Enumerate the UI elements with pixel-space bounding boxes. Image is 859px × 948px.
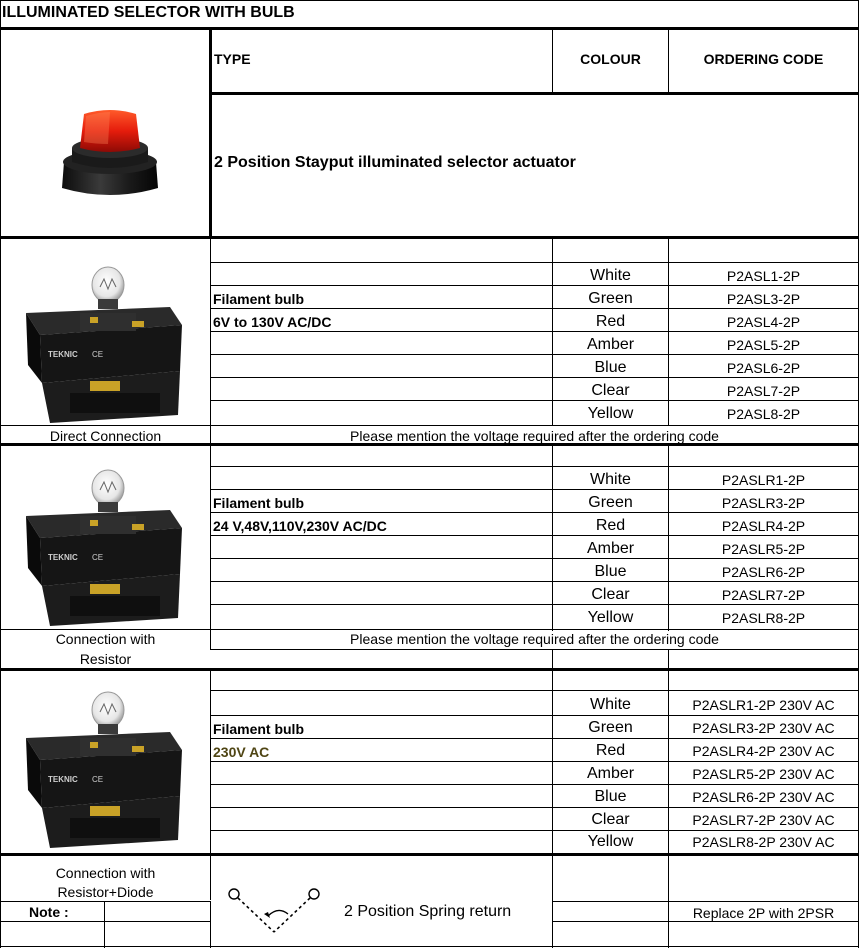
colour-cell: Clear: [591, 586, 630, 603]
module-ce-mark: CE: [92, 553, 104, 562]
block2-type-line1: Filament bulb: [213, 495, 304, 511]
spring-return-text: 2 Position Spring return: [344, 903, 512, 920]
code-cell: P2ASL5-2P: [726, 337, 801, 353]
module-brand-text: TEKNIC: [48, 350, 78, 359]
code-cell: P2ASLR4-2P 230V AC: [692, 743, 835, 759]
block2-type-line2: 24 V,48V,110V,230V AC/DC: [213, 518, 387, 534]
colour-cell: Amber: [586, 765, 635, 782]
code-cell: P2ASL3-2P: [726, 291, 801, 307]
code-cell: P2ASLR5-2P: [721, 541, 806, 557]
code-cell: P2ASL1-2P: [726, 268, 801, 284]
colour-cell: Blue: [594, 788, 627, 805]
code-cell: P2ASL6-2P: [726, 360, 801, 376]
replace-note: Replace 2P with 2PSR: [692, 905, 835, 921]
colour-cell: Green: [588, 719, 633, 736]
code-cell: P2ASLR3-2P: [721, 495, 806, 511]
block3-connection-label-line1: Connection with: [55, 865, 156, 881]
module-brand-text: TEKNIC: [48, 775, 78, 784]
block3-type-line1: Filament bulb: [213, 721, 304, 737]
bulb-contact-block-image: [20, 265, 190, 425]
code-cell: P2ASLR5-2P 230V AC: [692, 766, 835, 782]
bulb-contact-block-image: [20, 468, 190, 628]
block3-type-line2: 230V AC: [213, 744, 270, 760]
red-selector-actuator-image: [40, 100, 180, 205]
code-cell: P2ASLR7-2P 230V AC: [692, 812, 835, 828]
colour-cell: Red: [595, 742, 626, 759]
code-cell: P2ASL4-2P: [726, 314, 801, 330]
code-cell: P2ASL7-2P: [726, 383, 801, 399]
code-cell: P2ASL8-2P: [726, 406, 801, 422]
actuator-description: 2 Position Stayput illuminated selector actuator: [214, 154, 576, 171]
code-cell: P2ASLR8-2P: [721, 610, 806, 626]
header-ordering-code: ORDERING CODE: [703, 51, 824, 67]
code-cell: P2ASLR1-2P: [721, 472, 806, 488]
code-cell: P2ASLR7-2P: [721, 587, 806, 603]
code-cell: P2ASLR4-2P: [721, 518, 806, 534]
colour-cell: Clear: [591, 382, 630, 399]
colour-cell: Clear: [591, 811, 630, 828]
colour-cell: White: [590, 471, 631, 488]
block2-connection-label-line1: Connection with: [55, 631, 156, 647]
code-cell: P2ASLR6-2P: [721, 564, 806, 580]
code-cell: P2ASLR6-2P 230V AC: [692, 789, 835, 805]
colour-cell: Red: [595, 313, 626, 330]
block2-voltage-note: Please mention the voltage required after the ordering code: [350, 631, 719, 647]
block1-type-line2: 6V to 130V AC/DC: [213, 314, 332, 330]
page-title: ILLUMINATED SELECTOR WITH BULB: [2, 4, 295, 21]
module-ce-mark: CE: [92, 775, 104, 784]
colour-cell: Yellow: [587, 405, 634, 422]
module-brand-text: TEKNIC: [48, 553, 78, 562]
code-cell: P2ASLR3-2P 230V AC: [692, 720, 835, 736]
colour-cell: Blue: [594, 563, 627, 580]
colour-cell: Amber: [586, 540, 635, 557]
colour-cell: White: [590, 267, 631, 284]
colour-cell: Amber: [586, 336, 635, 353]
colour-cell: White: [590, 696, 631, 713]
block1-voltage-note: Please mention the voltage required after the ordering code: [350, 428, 719, 444]
header-colour: COLOUR: [580, 51, 641, 67]
block1-type-line1: Filament bulb: [213, 291, 304, 307]
module-ce-mark: CE: [92, 350, 104, 359]
colour-cell: Green: [588, 494, 633, 511]
block1-connection-label: Direct Connection: [49, 428, 162, 444]
bulb-contact-block-image: [20, 690, 190, 850]
colour-cell: Yellow: [587, 609, 634, 626]
colour-cell: Yellow: [587, 833, 634, 850]
code-cell: P2ASLR1-2P 230V AC: [692, 697, 835, 713]
colour-cell: Blue: [594, 359, 627, 376]
header-type: TYPE: [214, 51, 251, 67]
note-label: Note :: [29, 904, 69, 920]
block2-connection-label-line2: Resistor: [79, 651, 132, 667]
spring-return-symbol-icon: [226, 884, 326, 940]
code-cell: P2ASLR8-2P 230V AC: [692, 834, 835, 850]
colour-cell: Green: [588, 290, 633, 307]
block3-connection-label-line2: Resistor+Diode: [57, 884, 154, 900]
colour-cell: Red: [595, 517, 626, 534]
